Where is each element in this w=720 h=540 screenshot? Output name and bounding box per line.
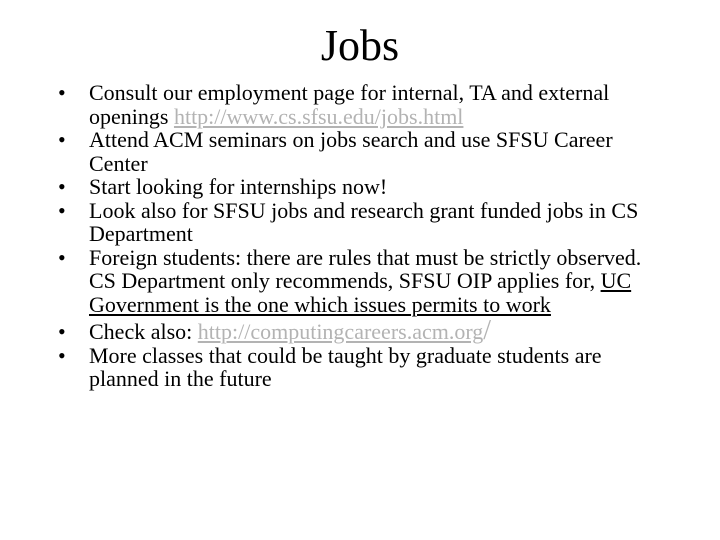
bullet-item-employment <box>58 81 673 128</box>
computing-careers-link[interactable]: http://computingcareers.acm.org <box>197 319 484 344</box>
bullet-marker: • <box>58 244 66 270</box>
bullet-item-more-classes <box>58 344 673 391</box>
bullet-item-foreign-students <box>58 246 673 317</box>
bullet-list <box>58 81 673 391</box>
bullet-item-internships <box>58 175 673 199</box>
slide-title: Jobs <box>320 21 400 70</box>
bullet-text: Consult our employment page for internal, TA and external openings <box>89 80 610 129</box>
link-trailing-slash: / <box>483 315 492 346</box>
bullet-marker: • <box>58 174 66 199</box>
bullet-text: More classes that could be taught by graduate students are planned in the future <box>89 342 602 391</box>
bullet-marker: • <box>58 127 66 152</box>
bullet-text: Attend ACM seminars on jobs search and use SFSU Career Center <box>89 127 613 176</box>
permits-underlined-text: UC Government is the one which issues permits to work <box>89 268 632 317</box>
bullet-marker: • <box>58 197 66 223</box>
jobs-page-link[interactable]: http://www.cs.sfsu.edu/jobs.html <box>173 103 464 129</box>
bullet-item-check-also <box>58 315 673 346</box>
bullet-marker: • <box>58 342 66 368</box>
bullet-item-sfsu-jobs <box>58 199 673 246</box>
bullet-text: Look also for SFSU jobs and research grant funded jobs in CS Department <box>89 197 639 246</box>
bullet-marker: • <box>58 319 66 344</box>
bullet-text: Foreign students: there are rules that must be strictly observed. CS Department only recommends, SFSU OIP applies for, <box>89 244 642 293</box>
bullet-text: Start looking for internships now! <box>89 174 388 199</box>
bullet-text: Check also: <box>89 319 198 344</box>
bullet-marker: • <box>58 80 66 105</box>
bullet-item-acm-seminars <box>58 128 673 175</box>
